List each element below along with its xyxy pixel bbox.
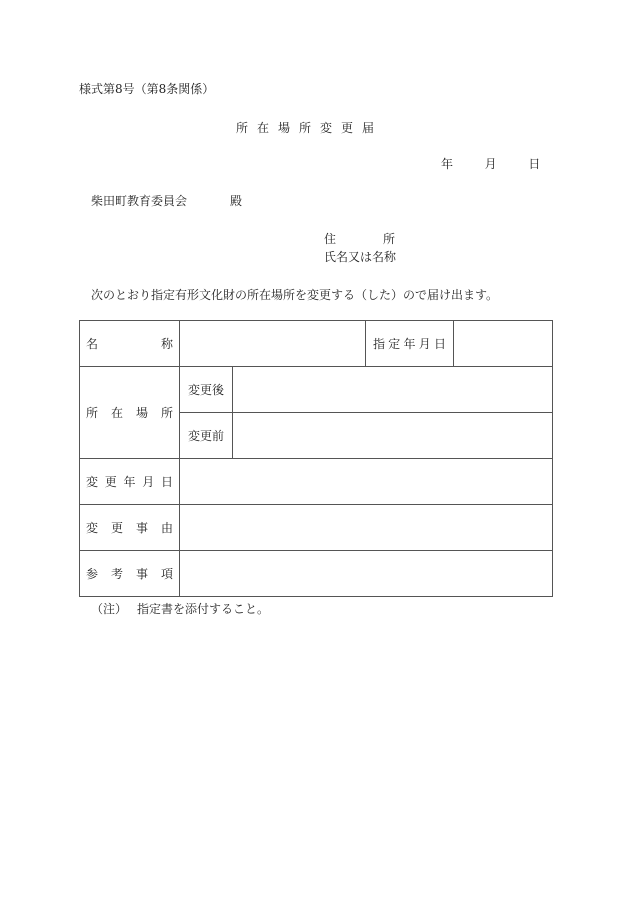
address-label	[324, 230, 396, 247]
label-char: 称	[160, 337, 173, 351]
form-number: 様式第8号（第8条関係）	[79, 82, 215, 96]
label-char: 変	[86, 521, 99, 535]
name-field[interactable]	[180, 321, 366, 367]
label-char: 事	[135, 567, 148, 581]
before-change-label: 変更前	[180, 413, 233, 459]
designation-date-label-cell	[366, 321, 454, 367]
date-year-label: 年	[441, 157, 454, 171]
change-date-label-cell	[80, 459, 180, 505]
change-reason-label-cell	[80, 505, 180, 551]
remarks-label-cell	[80, 551, 180, 597]
label-char: 月	[142, 475, 155, 489]
label-char: 年	[403, 337, 416, 351]
label-char: 年	[123, 475, 136, 489]
label-char: 場	[135, 406, 148, 420]
statement: 次のとおり指定有形文化財の所在場所を変更する（した）ので届け出ます。	[91, 288, 499, 302]
change-date-field[interactable]	[180, 459, 553, 505]
label-char: 所	[86, 406, 99, 420]
label-char: 定	[388, 337, 401, 351]
note-text: 指定書を添付すること。	[137, 602, 270, 616]
change-reason-field[interactable]	[180, 505, 553, 551]
footnote	[91, 600, 269, 617]
label-char: 月	[418, 337, 431, 351]
addressee	[91, 192, 243, 209]
form-table	[79, 320, 553, 597]
label-char: 参	[86, 567, 99, 581]
table-row-name	[80, 321, 553, 367]
date-day-label: 日	[528, 157, 541, 171]
table-row-location-after	[80, 367, 553, 413]
applicant-name-label: 氏名又は名称	[324, 250, 397, 264]
honorific: 殿	[230, 194, 243, 208]
page-title: 所在場所変更届	[236, 121, 384, 135]
label-char: 日	[433, 337, 446, 351]
label-char: 日	[160, 475, 173, 489]
table-row-remarks	[80, 551, 553, 597]
label-char: 更	[104, 475, 117, 489]
name-label-cell	[80, 321, 180, 367]
location-label-cell	[80, 367, 180, 459]
label-char: 在	[110, 406, 123, 420]
label-char: 由	[160, 521, 173, 535]
table-row-change-date	[80, 459, 553, 505]
table-row-change-reason	[80, 505, 553, 551]
note-prefix: （注）	[91, 602, 128, 616]
address-label-1: 住	[324, 232, 337, 246]
designation-date-field[interactable]	[454, 321, 553, 367]
label-char: 項	[160, 567, 173, 581]
location-after-field[interactable]	[233, 367, 553, 413]
remarks-field[interactable]	[180, 551, 553, 597]
label-char: 考	[110, 567, 123, 581]
label-char: 名	[86, 337, 99, 351]
addressee-name: 柴田町教育委員会	[91, 194, 188, 208]
label-char: 所	[160, 406, 173, 420]
after-change-label: 変更後	[180, 367, 233, 413]
date-line	[441, 155, 540, 172]
location-before-field[interactable]	[233, 413, 553, 459]
label-char: 事	[135, 521, 148, 535]
label-char: 更	[110, 521, 123, 535]
date-month-label: 月	[484, 157, 497, 171]
label-char: 指	[373, 337, 386, 351]
label-char: 変	[86, 475, 99, 489]
address-label-2: 所	[383, 232, 396, 246]
